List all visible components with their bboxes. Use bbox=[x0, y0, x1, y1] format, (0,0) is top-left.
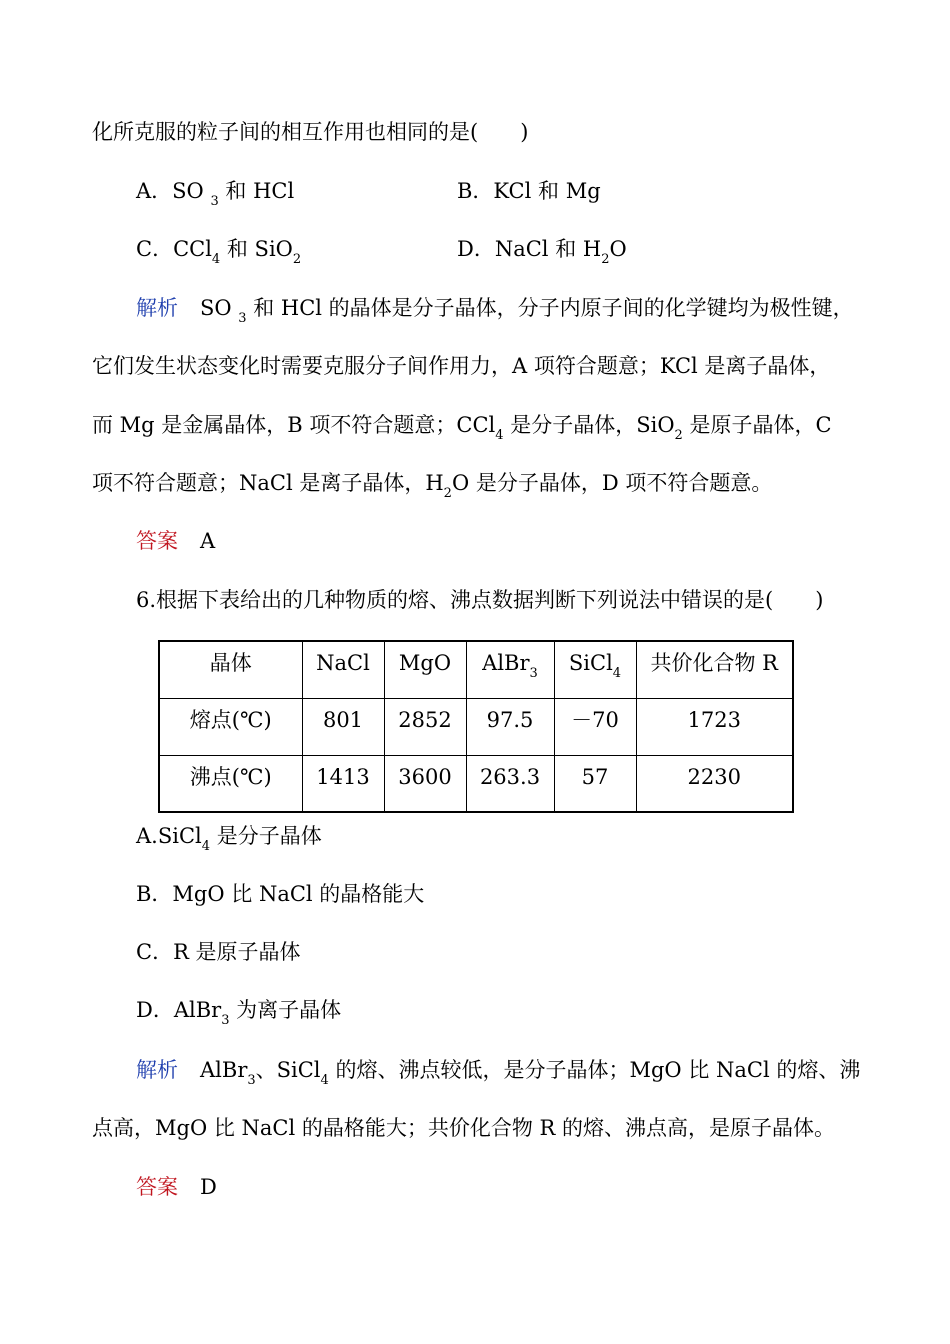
table-header-cell: AlBr$_3$ bbox=[466, 641, 554, 698]
analysis-label: 解析 bbox=[136, 1058, 178, 1082]
table-cell: 2852 bbox=[384, 698, 466, 755]
q6-analysis-line-1: 解析 AlBr$_3$、SiCl$_4$ 的熔、沸点较低，是分子晶体；MgO 比 NaCl 的熔、沸 bbox=[136, 1058, 861, 1088]
table-cell: 97.5 bbox=[466, 698, 554, 755]
q5-option-b: B．KCl 和 Mg bbox=[457, 179, 601, 203]
q5-analysis-line-3: 而 Mg 是金属晶体，B 项不符合题意；CCl$_4$ 是分子晶体，SiO$_2$ 是原子晶体，C bbox=[92, 413, 832, 443]
q6-analysis-line-2: 点高，MgO 比 NaCl 的晶格能大；共价化合物 R 的熔、沸点高，是原子晶体。 bbox=[92, 1116, 836, 1140]
table-cell: 2230 bbox=[636, 755, 793, 812]
q6-stem: 6.根据下表给出的几种物质的熔、沸点数据判断下列说法中错误的是( ) bbox=[136, 588, 824, 612]
table-header-cell: 共价化合物 R bbox=[636, 641, 793, 698]
table-row bbox=[159, 698, 793, 755]
table-cell: 熔点(℃) bbox=[159, 698, 302, 755]
q6-answer: 答案 D bbox=[136, 1175, 217, 1199]
table-header-row bbox=[159, 641, 793, 698]
q5-analysis-line-2: 它们发生状态变化时需要克服分子间作用力，A 项符合题意；KCl 是离子晶体， bbox=[92, 354, 831, 378]
table-cell: 沸点(℃) bbox=[159, 755, 302, 812]
q6-option-b: B．MgO 比 NaCl 的晶格能大 bbox=[136, 882, 425, 906]
table-cell: －70 bbox=[554, 698, 636, 755]
q5-option-d: D．NaCl 和 $H_2O$ bbox=[457, 237, 627, 267]
answer-label: 答案 bbox=[136, 1175, 178, 1199]
table-header-cell: NaCl bbox=[302, 641, 384, 698]
data-table bbox=[158, 640, 794, 813]
q6-option-a: A.SiCl$_4$ 是分子晶体 bbox=[136, 824, 322, 854]
table-row bbox=[159, 755, 793, 812]
table-header-cell: MgO bbox=[384, 641, 466, 698]
table-cell: 1413 bbox=[302, 755, 384, 812]
q5-option-a: A．SO $_3$ 和 HCl bbox=[136, 179, 295, 209]
table-cell: 263.3 bbox=[466, 755, 554, 812]
answer-label: 答案 bbox=[136, 529, 178, 553]
table-header-cell: SiCl$_4$ bbox=[554, 641, 636, 698]
q5-answer: 答案 A bbox=[136, 529, 216, 553]
q5-option-c: C．CCl$_4$ 和 SiO$_2$ bbox=[136, 237, 302, 267]
analysis-label: 解析 bbox=[136, 296, 178, 320]
table-cell: 3600 bbox=[384, 755, 466, 812]
q6-option-d: D．AlBr$_3$ 为离子晶体 bbox=[136, 998, 342, 1028]
q5-stem-tail: 化所克服的粒子间的相互作用也相同的是( ) bbox=[92, 120, 529, 144]
q6-option-c: C．R 是原子晶体 bbox=[136, 940, 301, 964]
table-cell: 801 bbox=[302, 698, 384, 755]
q5-analysis-line-4: 项不符合题意；NaCl 是离子晶体，$H_2O$ 是分子晶体，D 项不符合题意。 bbox=[92, 471, 773, 501]
q5-analysis-line-1: 解析 SO $_3$ 和 HCl 的晶体是分子晶体，分子内原子间的化学键均为极性键， bbox=[136, 296, 854, 326]
table-header-cell: 晶体 bbox=[159, 641, 302, 698]
table-cell: 57 bbox=[554, 755, 636, 812]
table-cell: 1723 bbox=[636, 698, 793, 755]
